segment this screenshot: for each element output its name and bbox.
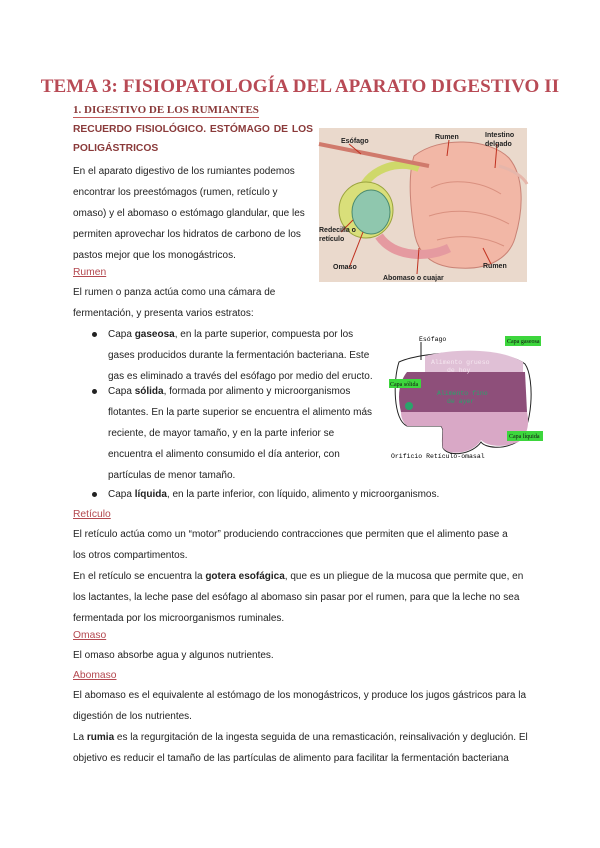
bullet-text: gas es eliminado a través del esófago por medio del eructo. bbox=[108, 371, 373, 382]
label-capa-solida: Capa sólida bbox=[390, 382, 419, 388]
abomaso-line: objetivo es reducir el tamaño de las partículas de alimento para facilitar la fermentación bacteriana bbox=[73, 753, 509, 764]
reticulo-heading: Retículo bbox=[73, 509, 111, 520]
subsection-heading: RECUERDO FISIOLÓGICO. ESTÓMAGO DE LOS POLIGÁSTRICOS bbox=[73, 124, 313, 154]
label-orificio: Orificio Retículo-omasal bbox=[391, 453, 485, 460]
bullet-text: , en la parte inferior, con líquido, alimento y microorganismos. bbox=[166, 489, 440, 500]
reticulo-line: fermentada por los microorganismos ruminales. bbox=[73, 613, 285, 624]
bullet-text: , en la parte superior, compuesta por los bbox=[174, 329, 354, 340]
bullet-text: reciente, de mayor tamaño, y en la parte inferior se bbox=[108, 428, 335, 439]
bullet-text: encuentra el alimento consumido el día anterior, con bbox=[108, 449, 340, 460]
bullet-text: , formada por alimento y microorganismos bbox=[163, 386, 351, 397]
bold-term: sólida bbox=[134, 386, 164, 397]
abomaso-line: El abomaso es el equivalente al estómago de los monogástricos, y produce los jugos gástricos para la bbox=[73, 690, 527, 701]
label-omaso: Omaso bbox=[333, 264, 357, 271]
abomaso-line: digestión de los nutrientes. bbox=[73, 711, 192, 722]
ruminant-stomach-figure bbox=[319, 128, 527, 282]
bold-term: gaseosa bbox=[134, 329, 175, 340]
reticulo-line: los lactantes, la leche pase del esófago al abomaso sin pasar por el rumen, para que la leche no sea bbox=[73, 592, 520, 603]
label-abomaso: Abomaso o cuajar bbox=[383, 275, 444, 282]
bullet-text: Capa bbox=[108, 329, 135, 340]
intro-line: omaso) y el abomaso o estómago glandular, que les bbox=[73, 208, 305, 219]
rumen-layers-figure bbox=[385, 330, 540, 460]
omaso-heading: Omaso bbox=[73, 630, 107, 641]
label-alimento-fino: Alimento fino bbox=[437, 390, 488, 397]
rumen-heading: Rumen bbox=[73, 267, 107, 278]
intro-line: pastos mejor que los monogástricos. bbox=[73, 250, 236, 261]
bold-term: rumia bbox=[86, 732, 115, 743]
abomaso-heading: Abomaso bbox=[73, 670, 117, 681]
reticulo-line bbox=[73, 566, 523, 587]
bullet-text: partículas de menor tamaño. bbox=[108, 470, 236, 481]
label-intestino: delgado bbox=[485, 141, 512, 148]
intro-line: En el aparato digestivo de los rumiantes podemos bbox=[73, 166, 295, 177]
orifice-dot bbox=[405, 402, 413, 410]
bullet-dot bbox=[92, 492, 97, 497]
text-run: La bbox=[73, 732, 87, 743]
label-rumen-top: Rumen bbox=[435, 134, 459, 141]
label-intestino: Intestino bbox=[485, 132, 515, 139]
label-rumen-bottom: Rumen bbox=[483, 263, 507, 270]
omaso-line: El omaso absorbe agua y algunos nutrientes. bbox=[73, 650, 274, 661]
page-title: TEMA 3: FISIOPATOLOGÍA DEL APARATO DIGESTIVO II bbox=[40, 76, 560, 97]
section-heading: 1. DIGESTIVO DE LOS RUMIANTES bbox=[73, 104, 259, 116]
text-run: , que es un pliegue de la mucosa que permite que, en bbox=[284, 571, 524, 582]
abomaso-line bbox=[73, 727, 528, 748]
bullet-text: Capa bbox=[108, 386, 135, 397]
bullet-text: flotantes. En la parte superior se encuentra el alimento más bbox=[108, 407, 373, 418]
label-redecilla: Redecilla o bbox=[319, 227, 356, 234]
label-redecilla: retículo bbox=[319, 236, 345, 243]
rumen-shape bbox=[410, 142, 521, 268]
reticulo-line: los otros compartimentos. bbox=[73, 550, 188, 561]
bullet-text: gases producidos durante la fermentación bacteriana. Este bbox=[108, 350, 370, 361]
bold-term: gotera esofágica bbox=[205, 571, 285, 582]
text-run: es la regurgitación de la ingesta seguida de una remasticación, reinsalivación y deglución. El bbox=[114, 732, 528, 743]
intro-line: encontrar los preestómagos (rumen, retículo y bbox=[73, 187, 278, 198]
label-capa-liquida: Capa líquida bbox=[509, 434, 540, 440]
label-alimento-grueso: Alimento grueso bbox=[431, 359, 490, 366]
bullet-dot bbox=[92, 332, 97, 337]
label-capa-gaseosa: Capa gaseosa bbox=[507, 339, 540, 345]
intro-line: permiten aprovechar los hidratos de carbono de los bbox=[73, 229, 301, 240]
label-alimento-grueso: de hoy bbox=[447, 367, 471, 374]
reticulo-line: El retículo actúa como un “motor” produciendo contracciones que permiten que el alimento pase a bbox=[73, 529, 508, 540]
label-esofago2: Esófago bbox=[419, 336, 447, 343]
omaso-shape bbox=[352, 190, 390, 234]
bullet-text: Capa bbox=[108, 489, 135, 500]
text-run: En el retículo se encuentra la bbox=[73, 571, 206, 582]
label-esofago: Esófago bbox=[341, 138, 369, 145]
bullet-dot bbox=[92, 389, 97, 394]
bold-term: líquida bbox=[134, 489, 167, 500]
rumen-line: El rumen o panza actúa como una cámara de bbox=[73, 287, 276, 298]
label-alimento-fino: de ayer bbox=[447, 398, 475, 405]
rumen-line: fermentación, y presenta varios estratos: bbox=[73, 308, 254, 319]
